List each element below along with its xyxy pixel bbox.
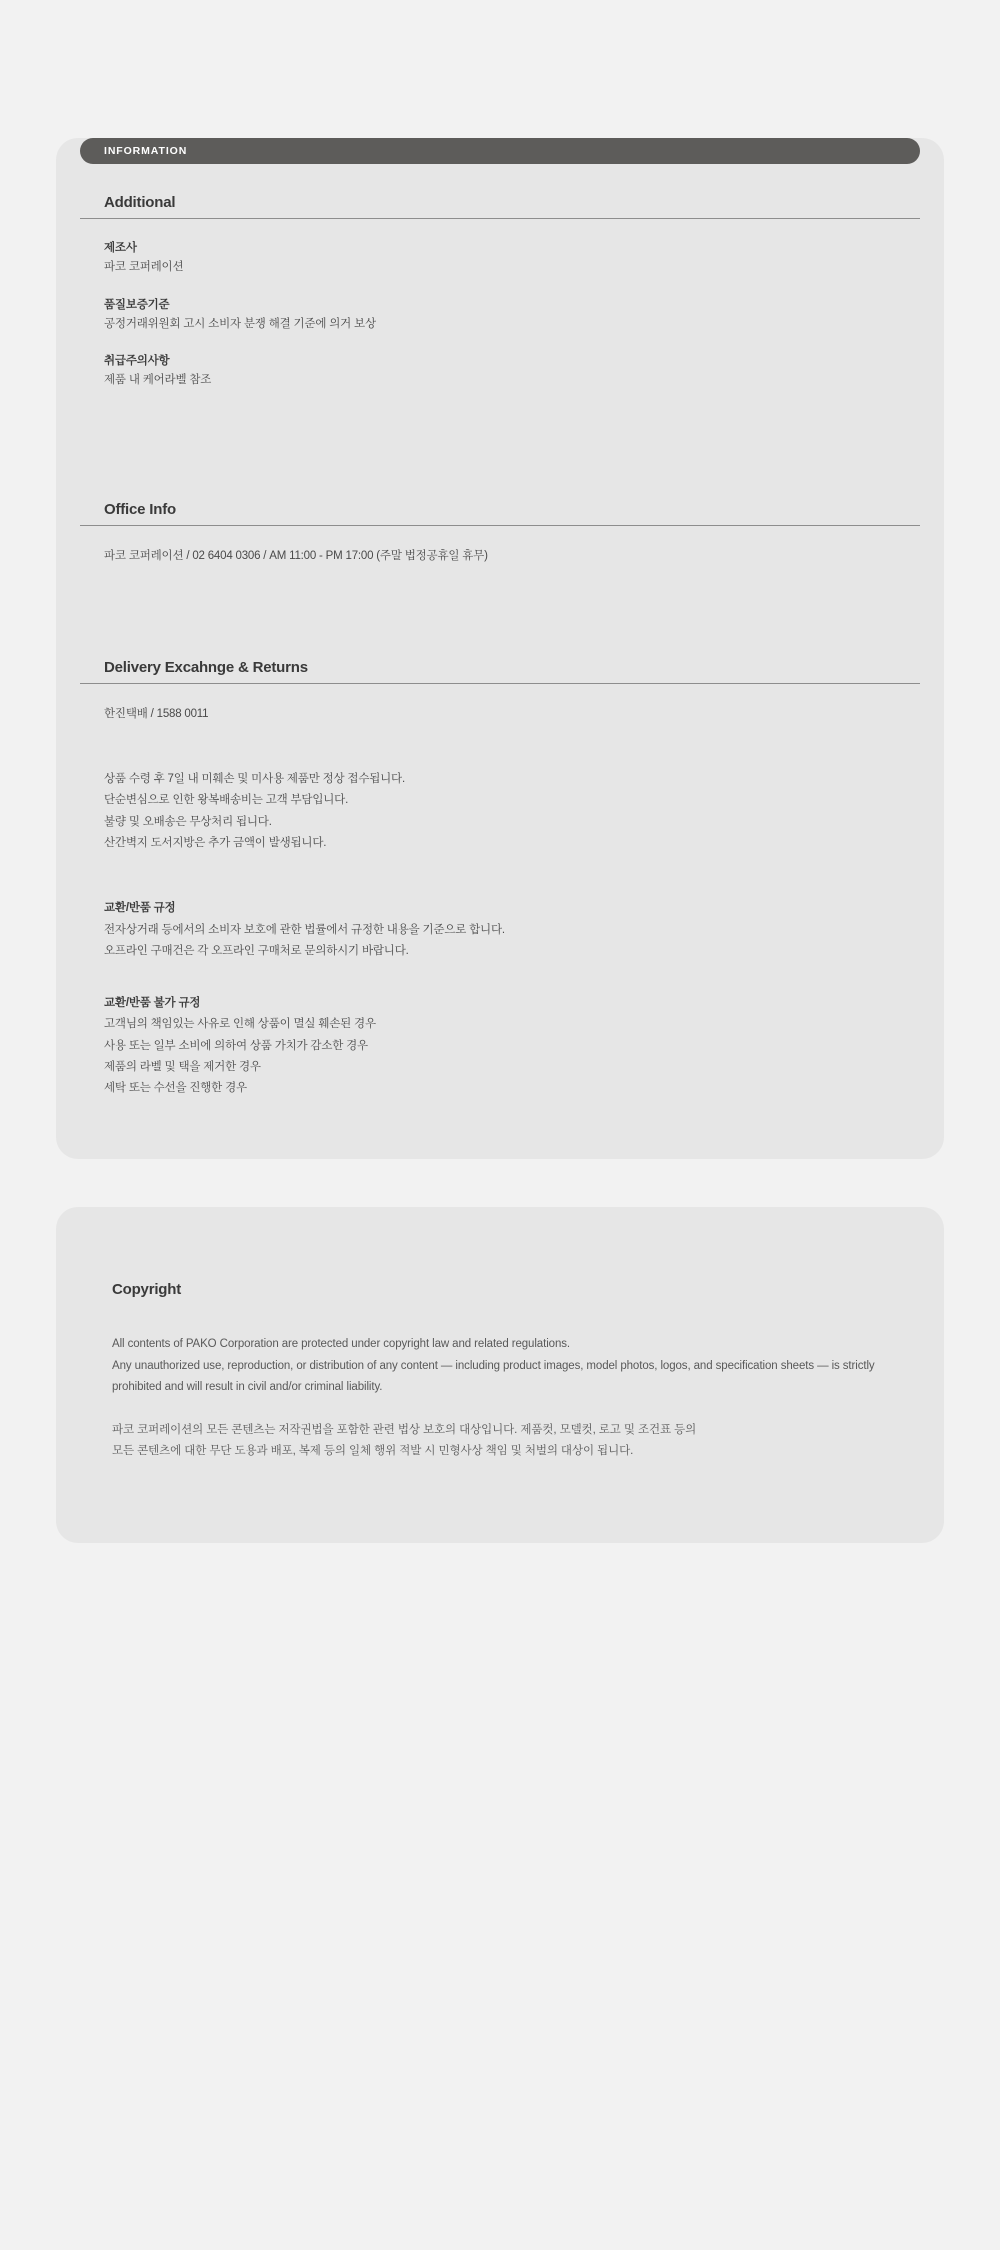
field-warranty-label: 품질보증기준 — [104, 298, 170, 311]
section-delivery-title: Delivery Excahnge & Returns — [104, 658, 308, 676]
rule-exchange-line-1: 전자상거래 등에서의 소비자 보호에 관한 법률에서 규정한 내용을 기준으로 합니다. — [104, 923, 505, 936]
rule-group-non-exchange-heading: 교환/반품 불가 규정 — [104, 996, 201, 1009]
office-contact-line: 파코 코퍼레이션 / 02 6404 0306 / AM 11:00 - PM 17:00 (주말 법정공휴일 휴무) — [104, 549, 488, 562]
rule-group-exchange — [104, 898, 920, 962]
courier-line: 한진택배 / 1588 0011 — [104, 707, 209, 720]
rule-non-exchange-line-4: 세탁 또는 수선을 진행한 경우 — [104, 1082, 247, 1095]
information-card — [56, 138, 944, 1159]
section-delivery-body — [80, 684, 920, 1100]
field-care-label: 취급주의사항 — [104, 355, 170, 368]
field-care — [104, 352, 920, 391]
spacer-after-office — [56, 567, 944, 629]
delivery-note-4: 산간벽지 도서지방은 추가 금액이 발생됩니다. — [104, 836, 327, 849]
section-additional-title: Additional — [104, 194, 176, 211]
rule-non-exchange-line-2: 사용 또는 일부 소비에 의하여 상품 가치가 감소한 경우 — [104, 1039, 368, 1052]
section-delivery-title-row — [80, 659, 920, 684]
delivery-note-2: 단순변심으로 인한 왕복배송비는 고객 부담입니다. — [104, 794, 349, 807]
spacer-after-additional — [56, 409, 944, 471]
copyright-title: Copyright — [112, 1281, 182, 1299]
spacer-before-rules — [104, 854, 920, 898]
product-detail-page — [0, 138, 1000, 1663]
field-warranty-value: 공정거래위원회 고시 소비자 분쟁 해결 기준에 의거 보상 — [104, 317, 376, 330]
field-manufacturer — [104, 239, 920, 278]
copyright-card — [56, 1207, 944, 1542]
section-additional-body — [80, 219, 920, 391]
delivery-note-1: 상품 수령 후 7일 내 미훼손 및 미사용 제품만 정상 접수됩니다. — [104, 773, 405, 786]
section-additional — [80, 194, 920, 391]
copyright-paragraph-ko: 파코 코퍼레이션의 모든 콘텐츠는 저작권법을 포함한 관련 법상 보호의 대상입니다. 제품컷, 모델컷, 로고 및 조건표 등의 모든 콘텐츠에 대한 무단 도용과 배포, 복제 등의 일체 행위 적발 시 민형사상 책임 및 처벌의 대상이 됩니다. — [112, 1424, 697, 1458]
page-bottom-space — [0, 1543, 1000, 1663]
section-additional-title-row — [80, 194, 920, 219]
rule-non-exchange-line-1: 고객님의 책임있는 사유로 인해 상품이 멸실 훼손된 경우 — [104, 1018, 376, 1031]
rule-group-non-exchange — [104, 993, 920, 1100]
section-office-title: Office Info — [104, 500, 176, 518]
section-office-title-row — [80, 501, 920, 526]
section-office-info — [80, 501, 920, 567]
field-warranty — [104, 296, 920, 335]
field-care-value: 제품 내 케어라벨 참조 — [104, 374, 212, 387]
rule-group-exchange-heading: 교환/반품 규정 — [104, 902, 176, 915]
field-manufacturer-value: 파코 코퍼레이션 — [104, 261, 184, 274]
section-office-body — [80, 526, 920, 567]
information-banner — [80, 138, 920, 164]
copyright-paragraph-en: All contents of PAKO Corporation are protected under copyright law and related regulations. Any unauthorized use, reproduction, or distribution of any content — including product images, model photos, logos, and specification sheets — is strictly prohibited and will result in civil and/or criminal liability. — [112, 1338, 875, 1393]
field-manufacturer-label: 제조사 — [104, 242, 137, 254]
rule-non-exchange-line-3: 제품의 라벨 및 택을 제거한 경우 — [104, 1060, 261, 1073]
information-banner-label: INFORMATION — [104, 145, 188, 157]
section-delivery — [80, 659, 920, 1100]
delivery-note-3: 불량 및 오배송은 무상처리 됩니다. — [104, 815, 272, 828]
rule-exchange-line-2: 오프라인 구매건은 각 오프라인 구매처로 문의하시기 바랍니다. — [104, 945, 409, 958]
spacer-after-courier — [104, 725, 920, 769]
